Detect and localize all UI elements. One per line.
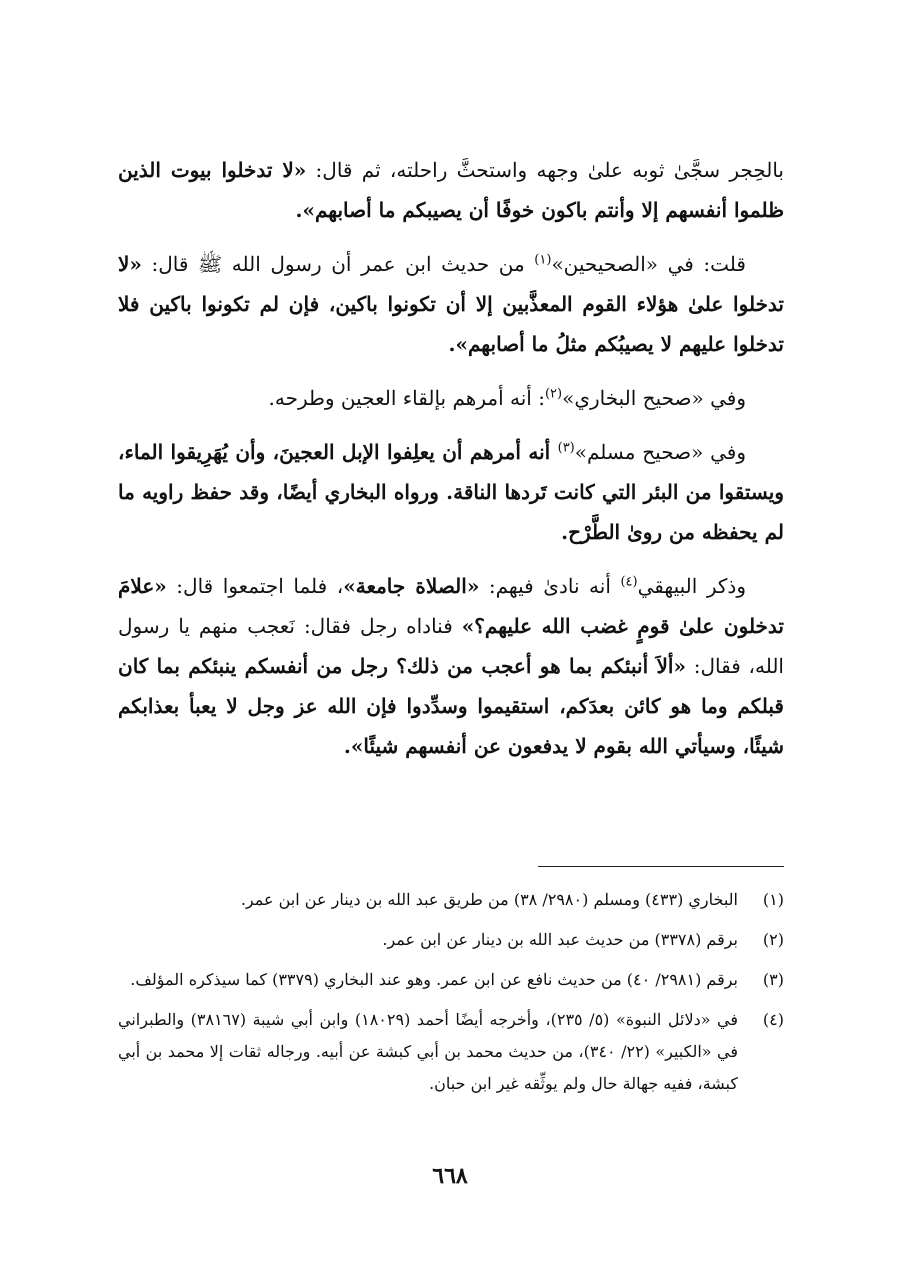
footnote-ref-3[interactable]: (٣) (557, 440, 575, 456)
page-number: ٦٦٨ (432, 1163, 468, 1189)
text-segment: وفي «صحيح البخاري» (562, 386, 746, 410)
text-segment: : أنه أمرهم بإلقاء العجين وطرحه. (268, 386, 545, 410)
hadith-quote: «لا تدخلوا بيوت الذين ظلموا أنفسهم إلا وأنتم باكون خوفًا أن يصيبكم ما أصابهم». (118, 158, 784, 222)
footnote-text: في «دلائل النبوة» (٥/ ٢٣٥)، وأخرجه أيضًا أحمد (١٨٠٢٩) وابن أبي شيبة (٣٨١٦٧) والطبراني في «الكبير» (٢٢/ ٣٤٠)، من حديث محمد بن أبي كبشة عن أبيه. ورجاله ثقات إلا محمد بن أبي كبشة، ففيه جهالة حال ولم يوثِّقه غير ابن حبان. (118, 1010, 739, 1093)
text-segment: بالحِجر سجَّىٰ ثوبه علىٰ وجهه واستحثَّ راحلته، ثم قال: (306, 158, 784, 182)
call-quote: «الصلاة جامعة» (343, 574, 480, 598)
footnote-number: (٤) (762, 1010, 784, 1029)
hadith-quote: «ألاَ أنبئكم بما هو أعجب من ذلك؟ رجل من أنفسكم ينبئكم بما كان قبلكم وما هو كائن بعدَكم، استقيموا وسدِّدوا فإن الله عز وجل لا يعبأ بعذابكم شيئًا، وسيأتي الله بقوم لا يدفعون عن أنفسهم شيئًا». (118, 654, 784, 758)
footnote-text: البخاري (٤٣٣) ومسلم (٢٩٨٠/ ٣٨) من طريق عبد الله بن دينار عن ابن عمر. (240, 890, 738, 909)
footnote-ref-4[interactable]: (٤) (620, 574, 638, 590)
footnote-text: برقم (٢٩٨١/ ٤٠) من حديث نافع عن ابن عمر. وهو عند البخاري (٣٣٧٩) كما سيذكره المؤلف. (130, 970, 738, 989)
footnote-3 (118, 964, 784, 996)
text-segment: ، فلما اجتمعوا قال: (166, 574, 344, 598)
text-segment: من حديث ابن عمر أن رسول الله ﷺ قال: (141, 252, 535, 276)
text-segment: فناداه رجل فقال: نَعجب منهم يا رسول الله، فقال: (118, 614, 784, 678)
paragraph-1 (118, 150, 784, 230)
footnote-number: (٣) (762, 970, 784, 989)
footnote-divider (538, 866, 784, 867)
paragraph-2 (118, 244, 784, 364)
text-segment: وفي «صحيح مسلم» (574, 440, 746, 464)
footnote-number: (١) (762, 890, 784, 909)
text-segment: أنه نادىٰ فيهم: (479, 574, 621, 598)
text-segment: وذكر البيهقي (637, 574, 746, 598)
footnote-ref-1[interactable]: (١) (534, 252, 552, 268)
hadith-quote: «علامَ تدخلون علىٰ قومٍ غضب الله عليهم؟» (118, 574, 784, 638)
main-text (118, 150, 784, 780)
footnote-1 (118, 884, 784, 916)
paragraph-4 (118, 432, 784, 552)
text-segment: أنه أمرهم أن يعلِفوا الإبل العجينَ، وأن يُهَرِيقوا الماء، ويستقوا من البئر التي كانت تَردها الناقة. ورواه البخاري أيضًا، وقد حفظ راويه ما لم يحفظه من روىٰ الطَّرْح. (118, 440, 784, 544)
paragraph-3 (118, 378, 784, 418)
footnote-4 (118, 1004, 784, 1100)
footnote-2 (118, 924, 784, 956)
hadith-quote: «لا تدخلوا علىٰ هؤلاء القوم المعذَّبين إلا أن تكونوا باكين، فإن لم تكونوا باكين فلا تدخلوا عليهم لا يصيبُكم مثلُ ما أصابهم». (118, 252, 784, 356)
footnote-number: (٢) (762, 930, 784, 949)
footnote-ref-2[interactable]: (٢) (544, 386, 563, 402)
footnotes (118, 884, 784, 1108)
text-segment: قلت: في «الصحيحين» (551, 252, 746, 276)
paragraph-5 (118, 566, 784, 766)
footnote-text: برقم (٣٣٧٨) من حديث عبد الله بن دينار عن ابن عمر. (382, 930, 738, 949)
